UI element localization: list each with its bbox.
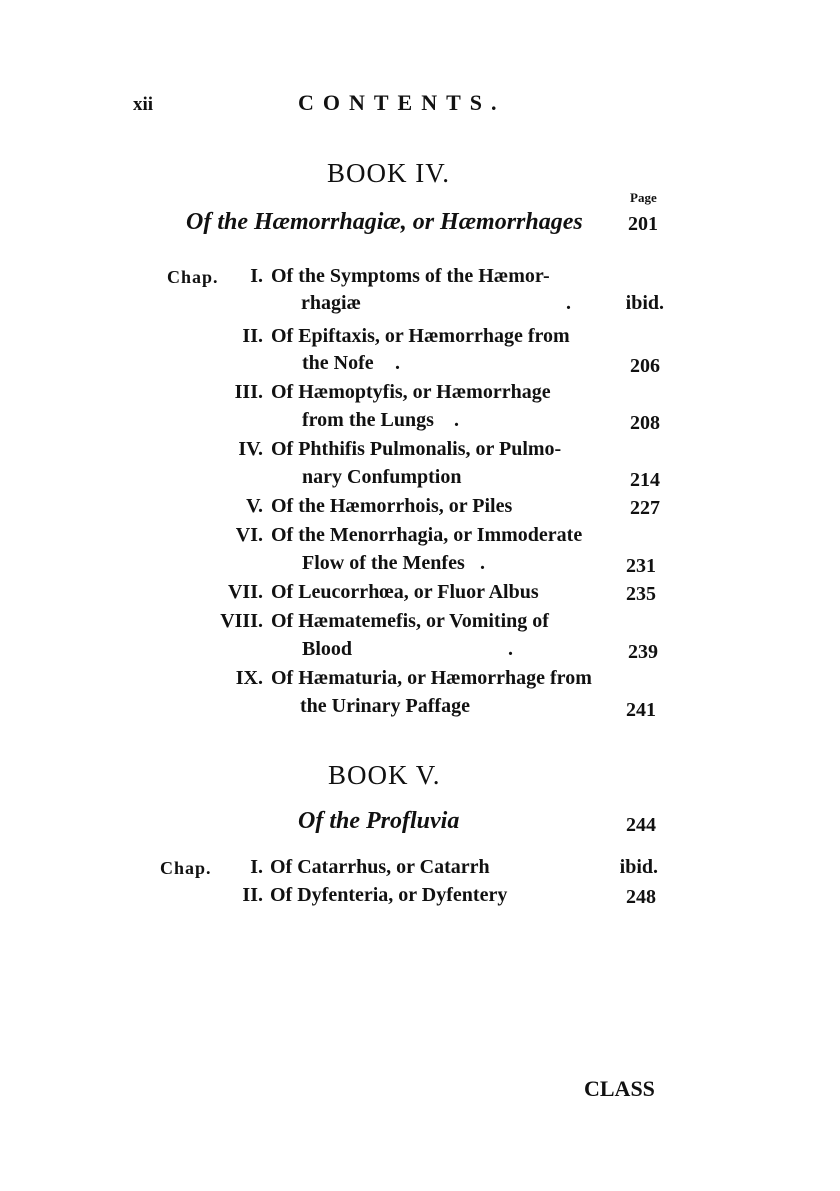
chapter-number: IV. — [238, 438, 263, 460]
book-4-section-page: 201 — [628, 213, 658, 235]
chapter-page: 235 — [626, 583, 656, 605]
chapter-number: I. — [250, 265, 263, 287]
book-5-section-page: 244 — [626, 814, 656, 836]
book-5-title: BOOK V. — [328, 760, 441, 790]
chap-label: Chap. — [160, 858, 212, 878]
chapter-number: VI. — [235, 524, 263, 546]
chapter-title-line1: Of Phthifis Pulmonalis, or Pulmo- — [271, 438, 562, 460]
chapter-title-line2: nary Confumption — [302, 466, 462, 488]
chapter-title-line1: Of Epiftaxis, or Hæmorrhage from — [271, 325, 570, 347]
chapter-page: 239 — [628, 641, 658, 663]
chapter-number: II. — [242, 884, 263, 906]
chapter-title-line2: the Nofe — [302, 352, 374, 374]
chapter-page: 214 — [630, 469, 660, 491]
chapter-title-line1: Of the Menorrhagia, or Immoderate — [271, 524, 583, 546]
chapter-title-line2: rhagiæ — [301, 292, 361, 314]
chapter-title-line1: Of Hæmaturia, or Hæmorrhage from — [271, 667, 592, 689]
chapter-title-line2: Blood — [302, 638, 353, 660]
chapter-number: V. — [246, 495, 263, 517]
chapter-number: VIII. — [220, 610, 263, 632]
chapter-title-line1: Of the Hæmorrhois, or Piles — [271, 495, 513, 517]
chapter-page: 248 — [626, 886, 656, 908]
chapter-number: III. — [234, 381, 263, 403]
chapter-page: ibid. — [625, 292, 664, 314]
leader-dot: . — [395, 352, 400, 374]
chapter-page: 208 — [630, 412, 660, 434]
chapter-title-line1: Of Dyfenteria, or Dyfentery — [270, 884, 508, 906]
chapter-title-line1: Of Hæmatemefis, or Vomiting of — [271, 610, 549, 632]
chapter-page: ibid. — [619, 856, 658, 878]
chapter-number: IX. — [235, 667, 263, 689]
chapter-title-line1: Of Leucorrhœa, or Fluor Albus — [271, 581, 539, 603]
chapter-number: VII. — [227, 581, 263, 603]
chap-label: Chap. — [167, 267, 219, 287]
catchword: CLASS — [584, 1076, 655, 1101]
chapter-title-line1: Of Hæmoptyfis, or Hæmorrhage — [271, 381, 551, 403]
chapter-title-line2: the Urinary Paffage — [300, 695, 470, 717]
chapter-page: 206 — [630, 355, 660, 377]
chapter-title-line2: from the Lungs — [302, 409, 434, 431]
leader-dot: . — [480, 552, 485, 574]
leader-dot: . — [508, 638, 513, 660]
leader-dot: . — [454, 409, 459, 431]
chapter-page: 227 — [630, 497, 660, 519]
running-title: CONTENTS. — [298, 90, 506, 115]
chapter-title-line1: Of Catarrhus, or Catarrh — [270, 856, 490, 878]
leader-dot: . — [566, 292, 571, 314]
page-number: xii — [133, 94, 154, 115]
book-4-title: BOOK IV. — [327, 158, 451, 188]
page-column-label: Page — [630, 190, 657, 205]
chapter-title-line2: Flow of the Menfes — [302, 552, 465, 574]
chapter-page: 231 — [626, 555, 656, 577]
book-5-section-title: Of the Profluvia — [298, 808, 460, 834]
chapter-number: I. — [250, 856, 263, 878]
chapter-number: II. — [242, 325, 263, 347]
chapter-page: 241 — [626, 699, 656, 721]
chapter-title-line1: Of the Symptoms of the Hæmor- — [271, 265, 550, 287]
book-4-section-title: Of the Hæmorrhagiæ, or Hæmorrhages — [186, 209, 583, 235]
